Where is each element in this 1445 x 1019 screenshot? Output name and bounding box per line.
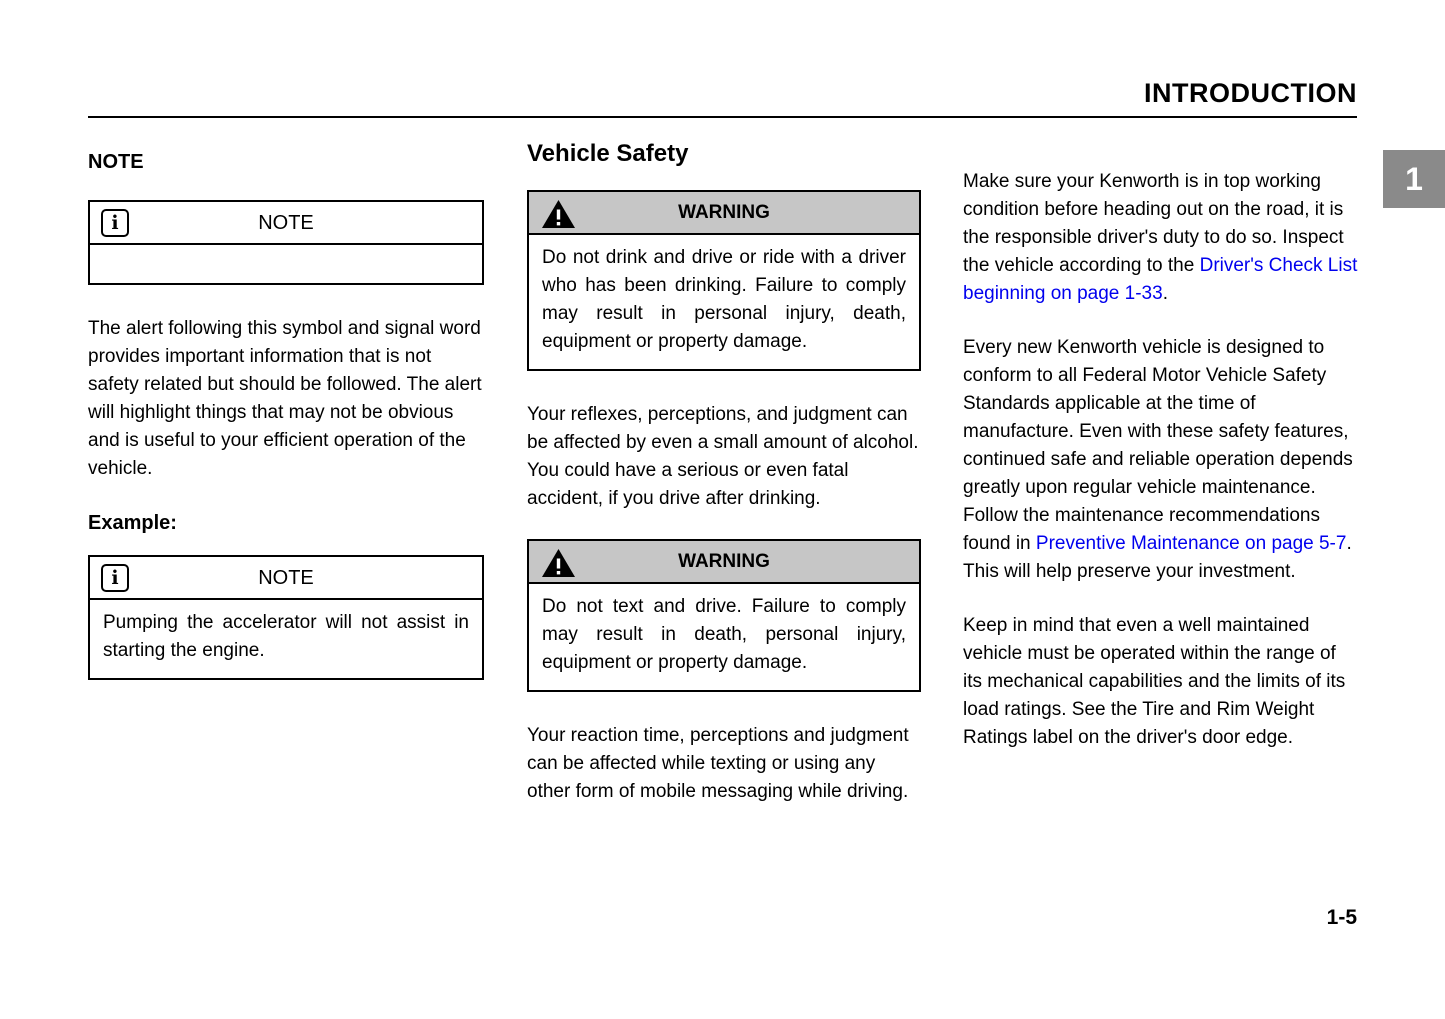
warning-box-title: WARNING — [678, 550, 770, 572]
example-label: Example: — [88, 512, 177, 534]
paragraph-text: Make sure your Kenworth is in top working condition before heading out on the road, it is the responsible driver's duty to do so. Inspect the vehicle according to the — [963, 171, 1344, 276]
maintenance-paragraph — [963, 334, 1358, 586]
note-box-header — [90, 557, 482, 600]
load-ratings-paragraph: Keep in mind that even a well maintained vehicle must be operated within the range of its mechanical capabilities and the limits of its load ratings. See the Tire and Rim Weight Ratings label on the driver's door edge. — [963, 615, 1346, 748]
alcohol-paragraph: Your reflexes, perceptions, and judgment can be affected by even a small amount of alcohol. You could have a serious or even fatal accident, if you drive after drinking. — [527, 404, 919, 509]
warning-box-title: WARNING — [678, 201, 770, 223]
page-title: INTRODUCTION — [1144, 78, 1357, 108]
info-icon: i — [101, 564, 129, 592]
paragraph-text: . This will help preserve your investment. — [963, 533, 1352, 582]
left-column — [88, 148, 484, 710]
chapter-thumb-tab: 1 — [1383, 150, 1445, 208]
preventive-maintenance-link[interactable]: Preventive Maintenance on page 5-7 — [1035, 533, 1347, 554]
middle-column — [527, 140, 921, 832]
note-box-sample — [88, 200, 484, 285]
note-box-example-body: Pumping the accelerator will not assist in starting the engine. — [103, 612, 469, 661]
note-box-title: NOTE — [258, 566, 314, 589]
right-column — [963, 168, 1358, 778]
warning-box-header — [529, 192, 919, 235]
warning-box-body: Do not drink and drive or ride with a driver who has been drinking. Failure to comply may result in personal injury, death, equipment or property damage. — [542, 247, 906, 352]
warning-box-drinking — [527, 190, 921, 371]
note-box-body-empty — [90, 245, 482, 283]
paragraph-text: . — [1162, 283, 1168, 304]
note-box-header — [90, 202, 482, 245]
inspection-paragraph — [963, 168, 1358, 308]
note-box-example — [88, 555, 484, 680]
warning-box-header — [529, 541, 919, 584]
alert-description-paragraph: The alert following this symbol and signal word provides important information that is not safety related but should be followed. The alert will highlight things that may not be obvious and is useful to your efficient operation of the vehicle. — [88, 318, 482, 479]
warning-icon — [542, 549, 575, 577]
info-icon: i — [101, 209, 129, 237]
vehicle-safety-heading: Vehicle Safety — [527, 140, 689, 167]
note-section-heading: NOTE — [88, 151, 144, 173]
warning-icon — [542, 200, 575, 228]
drivers-check-list-link[interactable]: Driver's Check List beginning on page 1-33 — [963, 255, 1358, 304]
warning-box-body: Do not text and drive. Failure to comply may result in death, personal injury, equipment or property damage. — [542, 596, 906, 673]
texting-paragraph: Your reaction time, perceptions and judgment can be affected while texting or using any other form of mobile messaging while driving. — [527, 725, 909, 802]
note-box-title: NOTE — [258, 211, 314, 234]
paragraph-text: Every new Kenworth vehicle is designed to conform to all Federal Motor Vehicle Safety Standards applicable at the time of manufacture. Even with these safety features, continued safe and reliable operation depends greatly upon regular vehicle maintenance. Follow the maintenance recommendations found in — [963, 337, 1353, 554]
page-number: 1-5 — [1326, 906, 1357, 929]
header-divider — [88, 116, 1357, 118]
warning-box-texting — [527, 539, 921, 692]
